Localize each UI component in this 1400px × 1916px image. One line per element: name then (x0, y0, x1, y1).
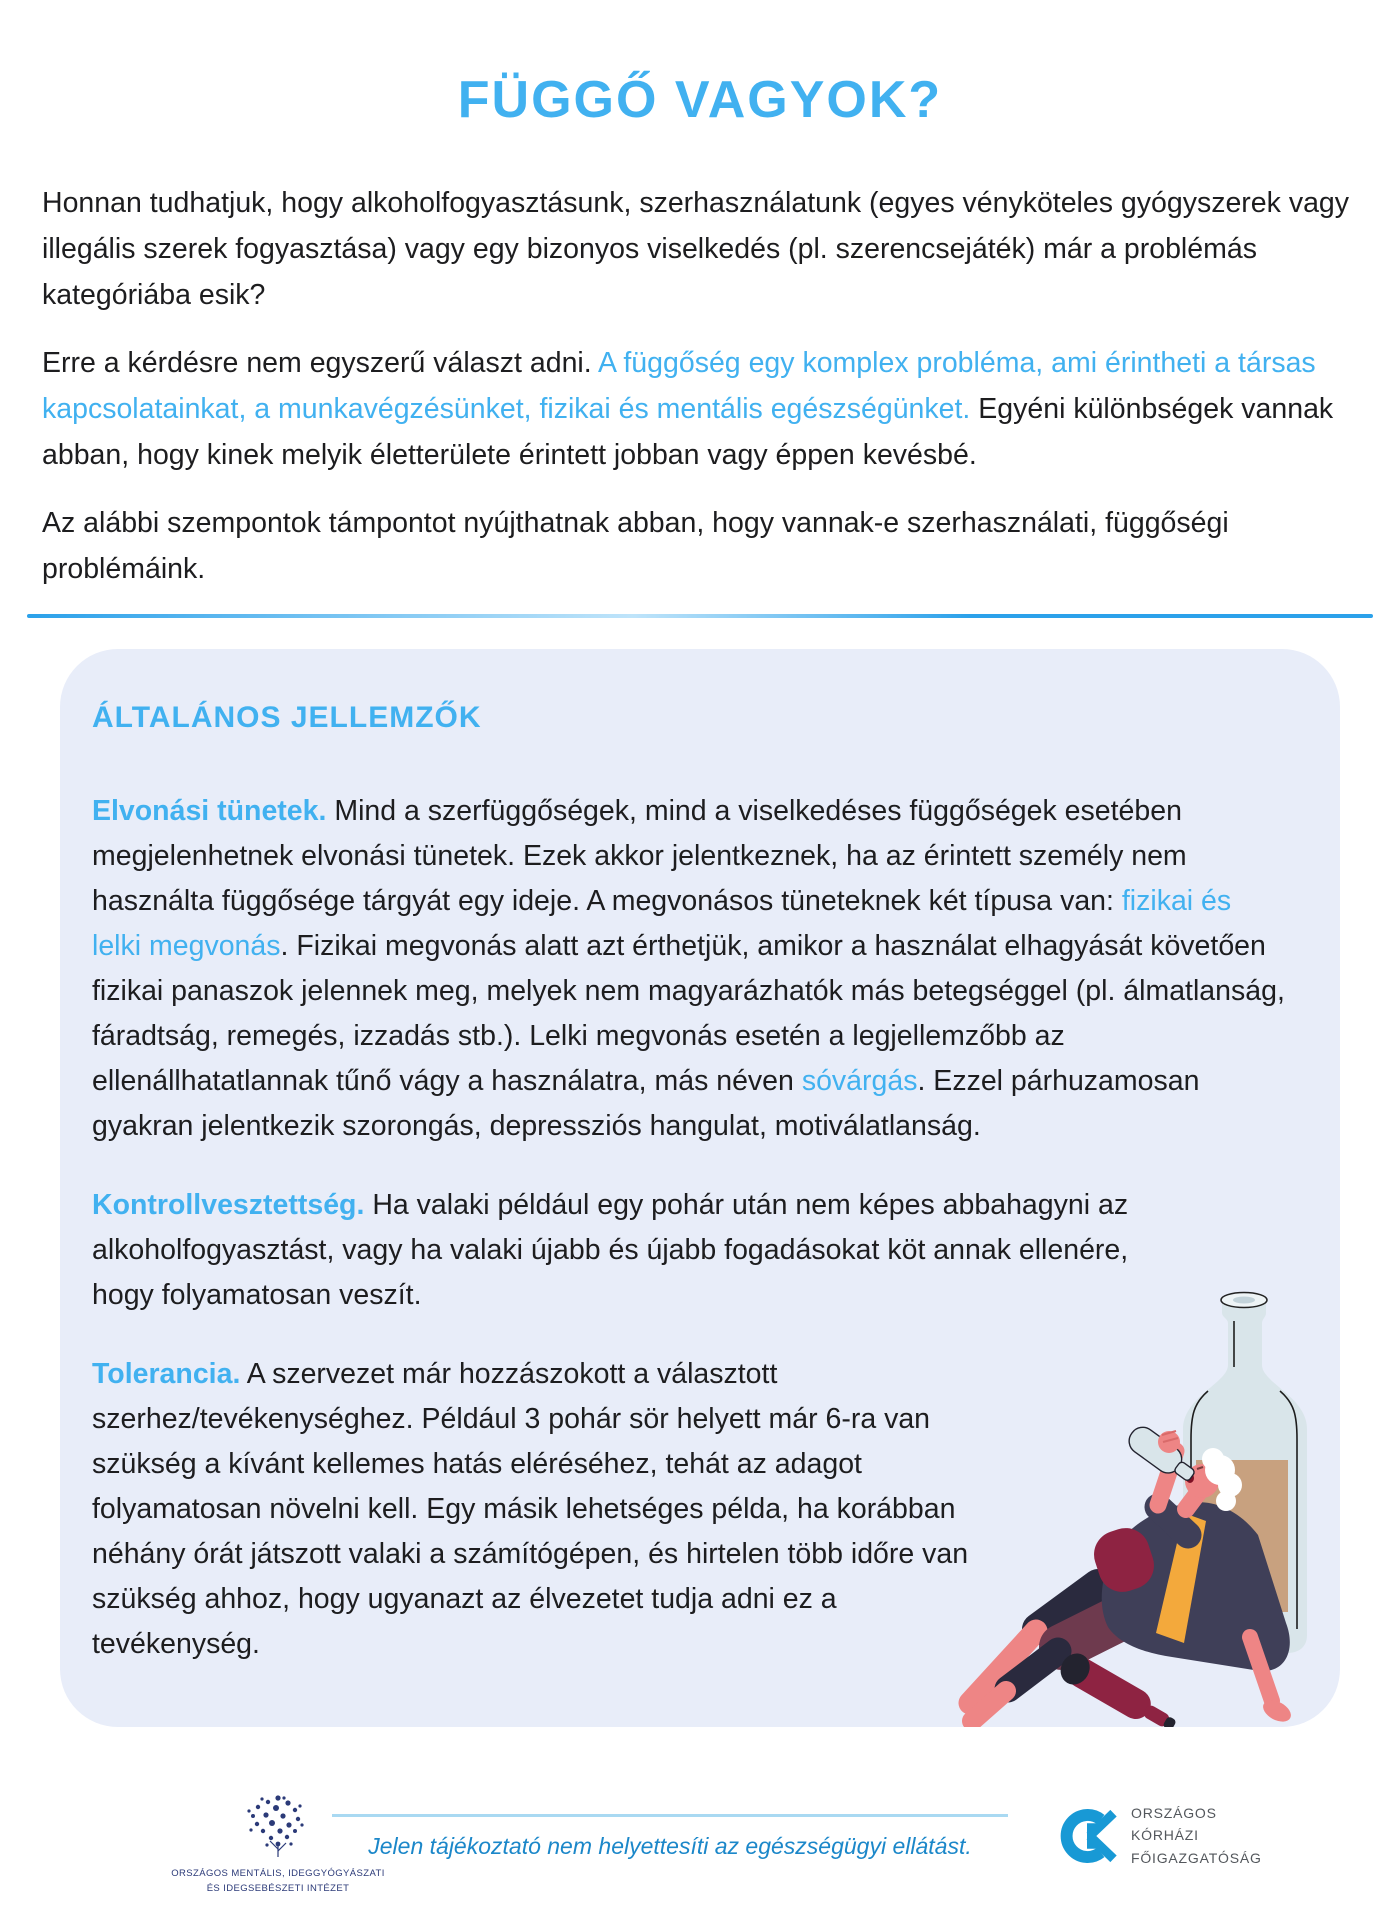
intro-p1-text: Honnan tudhatjuk, hogy alkoholfogyasztásunk, szerhasználatunk (egyes vényköteles gyógyszerek vagy illegális szerek fogyasztása) vagy egy bizonyos viselkedés (pl. szerencsejáték) már a problémás kategóriába esik? (42, 187, 1350, 311)
okfo-caption-line-2: KÓRHÁZI (1131, 1827, 1199, 1844)
tolerance-lead: Tolerancia. (92, 1357, 241, 1390)
section-withdrawal-symptoms (92, 789, 1285, 1149)
omiii-logo-caption (148, 1867, 408, 1896)
intro-p2-end: Egyéni különbségek vannak abban, hogy kinek melyik életterülete érintett jobban vagy éppen kevésbé. (42, 393, 1334, 471)
intro-p2-highlight: A függőség egy komplex probléma, ami érintheti a társas kapcsolatainkat, a munkavégzésünket, fizikai és mentális egészségünket. (42, 347, 1316, 425)
footer-disclaimer-text: Jelen tájékoztató nem helyettesíti az egészségügyi ellátást. (368, 1832, 972, 1859)
omiii-dotted-tree-logo-icon (243, 1790, 313, 1860)
omiii-caption-line-1: ORSZÁGOS MENTÁLIS, IDEGGYÓGYÁSZATI (171, 1868, 385, 1879)
footer (0, 1788, 1400, 1908)
section-tolerance (92, 1352, 972, 1667)
intro-paragraph-1 (42, 180, 1358, 318)
control-text: Ha valaki például egy pohár után nem képes abbahagyni az alkoholfogyasztást, vagy ha valaki újabb és újabb fogadásokat köt annak ellenére, hogy folyamatosan veszít. (92, 1188, 1129, 1311)
intro-paragraph-2 (42, 340, 1358, 478)
okfo-caption-line-1: ORSZÁGOS (1131, 1805, 1217, 1821)
okfo-logo-block (1055, 1802, 1262, 1869)
panel-heading: ÁLTALÁNOS JELLEMZŐK (92, 700, 482, 734)
okfo-logo-caption (1131, 1802, 1262, 1869)
general-characteristics-panel (60, 649, 1340, 1727)
intro-p2-start: Erre a kérdésre nem egyszerű választ adni. (42, 347, 592, 379)
page-title: FÜGGŐ VAGYOK? (457, 71, 943, 129)
footer-rule-line (332, 1814, 1008, 1817)
drunk-person-bottle-illustration (950, 1277, 1330, 1727)
withdrawal-text-3: . Ezzel párhuzamosan gyakran jelentkezik szorongás, depressziós hangulat, motiválatlanság. (92, 1064, 1200, 1142)
withdrawal-lead: Elvonási tünetek. (92, 794, 327, 827)
control-lead: Kontrollvesztettség. (92, 1188, 365, 1221)
wine-bottle-graphic (1055, 1648, 1182, 1727)
okfo-caption-line-3: FŐIGAZGATÓSÁG (1131, 1849, 1262, 1866)
withdrawal-highlight-1: fizikai és lelki megvonás (92, 884, 1232, 962)
intro-p3-text: Az alábbi szempontok támpontot nyújthatnak abban, hogy vannak-e szerhasználati, függőségi problémáink. (42, 507, 1229, 585)
intro-paragraph-3 (42, 500, 1358, 592)
tolerance-text: A szervezet már hozzászokott a választott szerhez/tevékenységhez. Például 3 pohár sör helyett már 6-ra van szükség a kívánt kellemes hatás eléréséhez, tehát az adagot folyamatosan növelni kell. Egy másik lehetséges példa, ha korábban néhány órát játszott valaki a számítógépen, és hirtelen több időre van szükség ahhoz, hogy ugyanazt az élvezetet tudja adni ez a tevékenység. (92, 1357, 969, 1660)
withdrawal-text-2: . Fizikai megvonás alatt azt érthetjük, amikor a használat elhagyását követően fizikai panaszok jelennek meg, melyek nem magyarázhatók más betegséggel (pl. álmatlanság, fáradtság, remegés, izzadás stb.). Lelki megvonás esetén a legjellemzőbb az ellenállhatatlannak tűnő vágy a használatra, más néven (92, 929, 1285, 1097)
omiii-caption-line-2: ÉS IDEGSEBÉSZETI INTÉZET (206, 1882, 350, 1894)
section-divider-line (27, 614, 1373, 618)
okfo-ck-logo-icon (1055, 1804, 1119, 1868)
withdrawal-text-1: Mind a szerfüggőségek, mind a viselkedéses függőségek esetében megjelenhetnek elvonási tünetek. Ezek akkor jelentkeznek, ha az érintett személy nem használta függősége tárgyát egy ideje. A megvonásos tüneteknek két típusa van: (92, 794, 1187, 917)
intro-paragraphs (42, 180, 1358, 592)
withdrawal-highlight-2: sóvárgás (801, 1064, 918, 1097)
footer-disclaimer-block (332, 1814, 1008, 1860)
